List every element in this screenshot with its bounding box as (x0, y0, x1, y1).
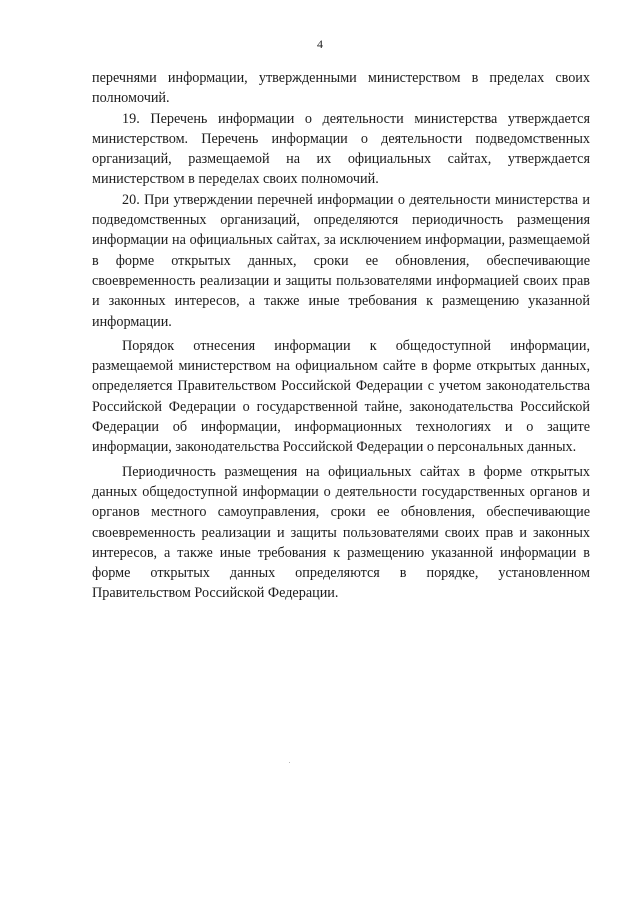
page-number: 4 (317, 37, 323, 51)
scan-speck (289, 762, 290, 763)
paragraph-open-data-procedure: Порядок отнесения информации к общедоступной информации, размещаемой министерством на официальном сайте в форме открытых данных, определяется Правительством Российской Федерации с учетом законодательства Российской Федерации о государственной тайне, законодательства Российской Федерации об информации, информационных технологиях и о защите информации, законодательства Российской Федерации о персональных данных. (92, 337, 590, 456)
paragraph-20: 20. При утверждении перечней информации о деятельности министерства и подведомственных организаций, определяются периодичность размещения информации на официальных сайтах, за исключением информации, размещаемой в форме открытых данных, сроки ее обновления, обеспечивающие своевременность реализации и защиты пользователями информацией своих прав и законных интересов, а также иные требования к размещению указанной информации. (92, 191, 590, 330)
paragraph-open-data-periodicity: Периодичность размещения на официальных сайтах в форме открытых данных общедоступной информации о деятельности государственных органов и органов местного самоуправления, сроки ее обновления, обеспечивающие своевременность реализации и защиты пользователями своих прав и законных интересов, а также иные требования к размещению указанной информации в форме открытых данных определяются в порядке, установленном Правительством Российской Федерации. (92, 463, 590, 602)
paragraph-19: 19. Перечень информации о деятельности министерства утверждается министерством. Перечень информации о деятельности подведомственных организаций, размещаемой на их официальных сайтах, утверждается министерством в переделах своих полномочий. (92, 110, 590, 188)
paragraph-continuation: перечнями информации, утвержденными министерством в пределах своих полномочий. (92, 70, 590, 107)
document-body (92, 68, 590, 604)
